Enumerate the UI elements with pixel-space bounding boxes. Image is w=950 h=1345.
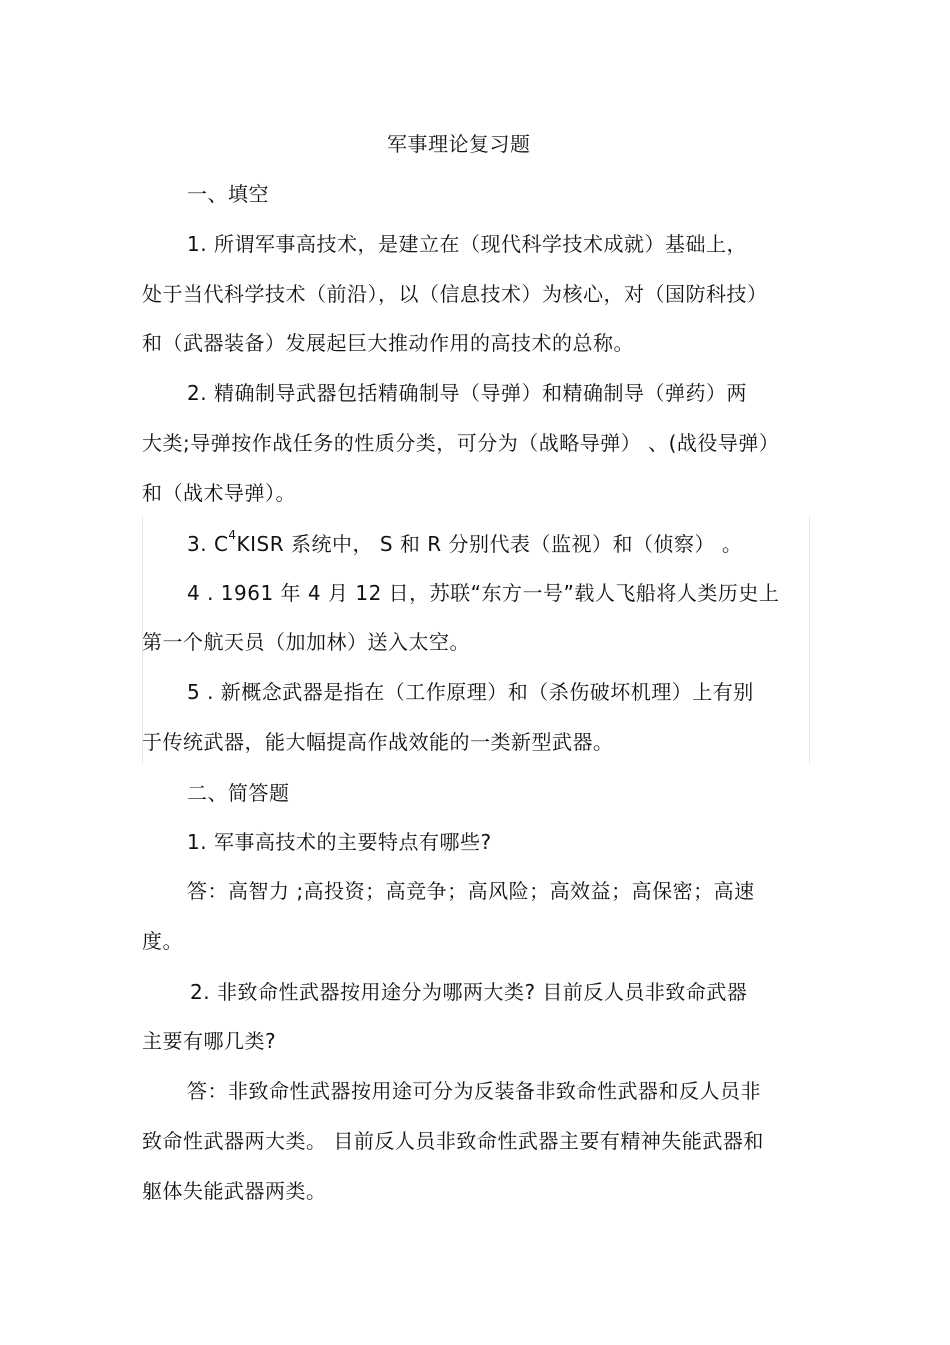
q4-line-2: 第一个航天员（加加林）送入太空。: [142, 630, 470, 654]
sa-q2-line-2: 主要有哪几类?: [142, 1029, 277, 1053]
page-title: 军事理论复习题: [387, 132, 531, 156]
sa-q1: 1. 军事高技术的主要特点有哪些?: [187, 830, 492, 854]
sa-a1-line-1: 答：高智力 ;高投资；高竞争；高风险；高效益；高保密；高速: [187, 879, 755, 903]
q1-line-2: 处于当代科学技术（前沿），以（信息技术）为核心，对（国防科技）: [142, 282, 768, 306]
q3-line: [187, 528, 743, 556]
sa-a1-line-2: 度。: [142, 929, 183, 953]
q3-superscript: 4: [228, 528, 237, 543]
sa-a2-line-3: 躯体失能武器两类。: [142, 1179, 327, 1203]
q3-prefix: 3. C: [187, 532, 229, 556]
q1-line-3: 和（武器装备）发展起巨大推动作用的高技术的总称。: [142, 331, 634, 355]
q4-line-1: 4 . 1961 年 4 月 12 日，苏联“东方一号”载人飞船将人类历史上: [187, 581, 780, 605]
q5-line-1: 5 . 新概念武器是指在（工作原理）和（杀伤破坏机理）上有别: [187, 680, 754, 704]
q1-line-1: 1. 所谓军事高技术，是建立在（现代科学技术成就）基础上，: [187, 232, 747, 256]
sa-a2-line-2: 致命性武器两大类。 目前反人员非致命性武器主要有精神失能武器和: [142, 1129, 764, 1153]
q3-rest: KISR 系统中， S 和 R 分别代表（监视）和（侦察） 。: [236, 532, 743, 556]
sa-q2-line-1: 2. 非致命性武器按用途分为哪两大类? 目前反人员非致命武器: [190, 980, 748, 1004]
q5-line-2: 于传统武器，能大幅提高作战效能的一类新型武器。: [142, 730, 614, 754]
q2-line-2: 大类;导弹按作战任务的性质分类，可分为（战略导弹） 、(战役导弹）: [142, 431, 780, 455]
section-heading-fill-in: 一、填空: [187, 182, 269, 206]
q2-line-1: 2. 精确制导武器包括精确制导（导弹）和精确制导（弹药）两: [187, 381, 747, 405]
q2-line-3: 和（战术导弹）。: [142, 481, 296, 505]
sa-a2-line-1: 答：非致命性武器按用途可分为反装备非致命性武器和反人员非: [187, 1079, 761, 1103]
section-heading-short-answer: 二、简答题: [187, 781, 290, 805]
